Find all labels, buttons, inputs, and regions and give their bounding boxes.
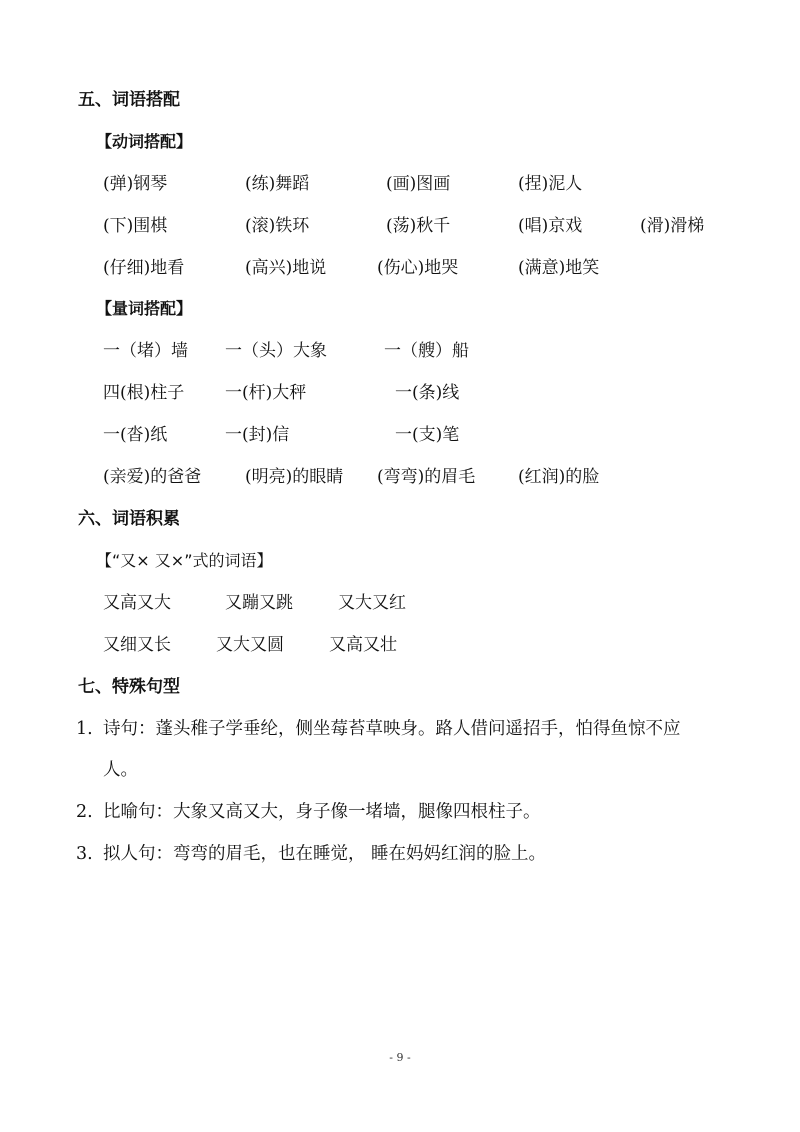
- sentence-text: 比喻句：大象又高又大，身子像一堵墙，腿像四根柱子。: [103, 802, 541, 822]
- measure-item: 一(沓)纸: [103, 425, 168, 445]
- list-number: 1.: [76, 719, 93, 739]
- verb-item: (仔细)地看: [103, 258, 185, 278]
- measure-item: 一(条)线: [395, 383, 460, 403]
- measure-item: (明亮)的眼睛: [245, 467, 344, 487]
- verb-item: (画)图画: [386, 174, 451, 194]
- word-item: 又蹦又跳: [225, 593, 293, 613]
- verb-item: (练)舞蹈: [245, 174, 310, 194]
- sentence-text-continued: 人。: [103, 760, 138, 780]
- verb-item: (满意)地笑: [518, 258, 600, 278]
- verb-item: (捏)泥人: [518, 174, 583, 194]
- list-number: 3.: [76, 844, 93, 864]
- verb-item: (下)围棋: [103, 216, 168, 236]
- word-pattern-heading: 【“又× 又×”式的词语】: [96, 551, 273, 570]
- verb-item: (荡)秋千: [386, 216, 451, 236]
- sentence-text: 拟人句：弯弯的眉毛，也在睡觉， 睡在妈妈红润的脸上。: [103, 844, 547, 864]
- word-item: 又大又红: [338, 593, 406, 613]
- word-item: 又高又大: [103, 593, 171, 613]
- measure-item: 一（堵）墙: [103, 341, 188, 361]
- verb-item: (滚)铁环: [245, 216, 310, 236]
- verb-collocation-heading: 【动词搭配】: [96, 132, 193, 151]
- word-item: 又高又壮: [329, 635, 397, 655]
- section-title-6: 六、词语积累: [78, 509, 180, 529]
- measure-item: (亲爱)的爸爸: [103, 467, 202, 487]
- measure-item: 四(根)柱子: [103, 383, 185, 403]
- measure-item: (红润)的脸: [518, 467, 600, 487]
- verb-item: (伤心)地哭: [377, 258, 459, 278]
- section-title-5: 五、词语搭配: [78, 90, 180, 110]
- verb-item: (高兴)地说: [245, 258, 327, 278]
- verb-item: (唱)京戏: [518, 216, 583, 236]
- measure-item: (弯弯)的眉毛: [377, 467, 476, 487]
- page-number: - 9 -: [389, 1051, 411, 1064]
- measure-item: 一(封)信: [225, 425, 290, 445]
- sentence-text: 诗句：蓬头稚子学垂纶，侧坐莓苔草映身。路人借问遥招手，怕得鱼惊不应: [103, 719, 681, 739]
- measure-item: 一(支)笔: [395, 425, 460, 445]
- measure-item: 一(杆)大秤: [225, 383, 307, 403]
- word-item: 又细又长: [103, 635, 171, 655]
- word-item: 又大又圆: [216, 635, 284, 655]
- measure-word-heading: 【量词搭配】: [96, 299, 193, 318]
- section-title-7: 七、特殊句型: [78, 677, 180, 697]
- verb-item: (滑)滑梯: [640, 216, 705, 236]
- verb-item: (弹)钢琴: [103, 174, 168, 194]
- measure-item: 一（头）大象: [225, 341, 327, 361]
- measure-item: 一（艘）船: [384, 341, 469, 361]
- list-number: 2.: [76, 802, 93, 822]
